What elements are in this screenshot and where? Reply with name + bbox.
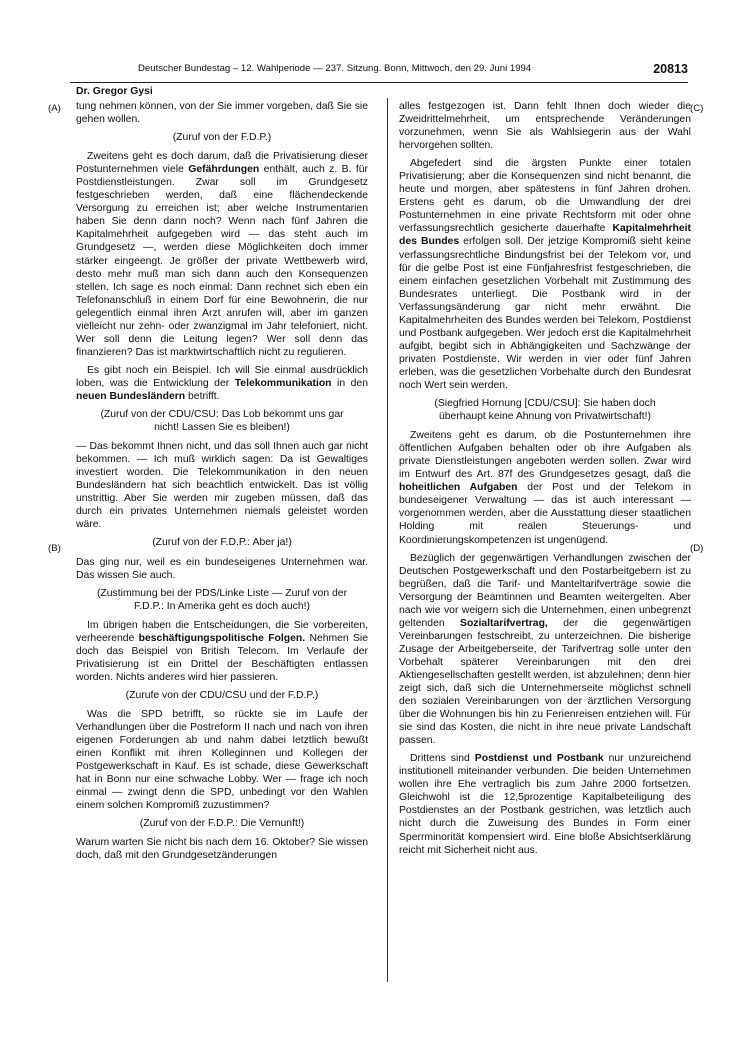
paragraph: tung nehmen können, von der Sie immer vorgeben, daß Sie sie gehen wollen.	[76, 101, 368, 126]
paragraph: Zweitens geht es darum, ob die Postunternehmen ihre öffentlichen Aufgaben behalten oder ob ihre Aufgaben als private Dienstleistungen angeboten werden sollen. Zwar wird im Entwurf des Art. 87f des Grundgesetzes gesagt, daß die hoheitlichen Aufgaben der Post und der Telekom in bundeseigener Verwaltung — das ist auch interessant — vorgenommen werden, aber die Ausstattung dieser staatlichen Holding mit realen Steuerungs- und Koordinierungskompetenzen ist ungenügend.	[399, 430, 691, 546]
paragraph: Es gibt noch ein Beispiel. Ich will Sie einmal ausdrücklich loben, was die Entwicklung der Telekommunikation in den neuen Bundesländern betrifft.	[76, 364, 368, 402]
column-divider	[387, 98, 388, 982]
margin-mark-b: (B)	[48, 543, 61, 554]
paragraph: Bezüglich der gegenwärtigen Verhandlungen zwischen der Deutschen Postgewerkschaft und den Postarbeitgebern ist zu begrüßen, daß die Tarif- und Manteltarifverträge sowie die Versorgung der Beamtinnen und Beamten weitergelten. Aber nach wie vor weigern sich die Unternehmen, einen unbegrenzt geltenden Sozialtarifvertrag, der die gegenwärtigen Vereinbarungen festschreibt, zu unterzeichnen. Die bisherige Zusage der Arbeitgeberseite, der Tarifvertrag solle unter den Vorbehalt späterer Vereinbarungen mit den drei Aktiengesellschaften gestellt werden, ist abzulehnen; denn hier zeigt sich, daß sich die Unternehmerseite möglichst schnell den sozialen Vereinbarungen von der ärztlichen Versorgung über die Wohnungen bis hin zu Ferienreisen entziehen will. Für sie sind das Kosten, die nicht in ihre neue private Landschaft passen.	[399, 552, 691, 747]
left-column	[76, 100, 368, 867]
paragraph: Im übrigen haben die Entscheidungen, die Sie vorbereiten, verheerende beschäftigungspolitische Folgen. Nehmen Sie doch das Beispiel von British Telecom. Im Verlaufe der Privatisierung ist ein Drittel der Beschäftigten entlassen worden. Nichts anderes wird hier passieren.	[76, 619, 369, 683]
speaker-name: Dr. Gregor Gysi	[76, 86, 153, 97]
interjection: (Zurufe von der CDU/CSU und der F.D.P.)	[125, 689, 319, 701]
paragraph: Was die SPD betrifft, so rückte sie im Laufe der Verhandlungen über die Postreform II nach und nach von ihren eigenen Forderungen ab und nahm dabei letztlich bewußt einen Konflikt mit ihren Kolleginnen und Kollegen der Postgewerkschaft in Kauf. Es ist schade, diese Gewerkschaft hat in Bonn nur eine schwache Lobby. Wer — frage ich noch einmal — zwingt denn die SPD, unbedingt vor den Wahlen einem solchen Kompromiß zuzustimmen?	[76, 708, 368, 812]
running-title: Deutscher Bundestag – 12. Wahlperiode — 237. Sitzung. Bonn, Mittwoch, den 29. Juni 1994	[138, 63, 532, 74]
paragraph: Das ging nur, weil es ein bundeseigenes Unternehmen war. Das wissen Sie auch.	[76, 556, 368, 581]
paragraph: Abgefedert sind die ärgsten Punkte einer totalen Privatisierung; aber die Konsequenzen sind nicht benannt, die heute und morgen, aber spätestens in fünf Jahren drohen. Erstens geht es darum, ob die Umwandlung der drei Postunternehmen in eine private Rechtsform mit oder ohne verfassungsrechtlich gesicherte dauerhafte Kapitalmehrheit des Bundes erfolgen soll. Der jetzige Kompromiß sieht keine verfassungsrechtliche Bindungsfrist bei der Telekom vor, und für die gelbe Post ist eine Fünfjahresfrist festgeschrieben, die einem einfachen gesetzlichen Vorbehalt mit Zustimmung des Bundesrates unterliegt. Die Postbank wird in der Verfassungsänderung gar nicht mehr erwähnt. Die Kapitalmehrheiten des Bundes werden bei Telekom, Postdienst und Postbank aufgegeben. Wer jedoch erst die Kapitalmehrheit aufgibt, begibt sich in Abhängigkeiten und Sachzwänge der privaten Postdienste. Wir werden in vier oder fünf Jahren erleben, was die gesetzlichen Vorbehalte durch den Bundesrat noch Wert sein werden.	[399, 158, 691, 391]
margin-mark-d: (D)	[690, 543, 704, 554]
paragraph: — Das bekommt Ihnen nicht, und das soll Ihnen auch gar nicht bekommen. — Ich muß wirklich sagen: Da ist Gewaltiges investiert worden. Die Telekommunikation in den neuen Bundesländern hat sich beachtlich entwickelt. Das ist völlig unstrittig. Aber Sie werden mir zugeben müssen, daß das durch ein privates Unternehmen niemals geleistet worden wäre.	[76, 441, 368, 531]
interjection: (Zuruf von der CDU/CSU: Das Lob bekommt uns gar nicht! Lassen Sie es bleiben!)	[100, 409, 344, 434]
paragraph: alles festgezogen ist. Dann fehlt Ihnen doch wieder die Zweidrittelmehrheit, um entsprechende Veränderungen vorzunehmen, wenn Sie als Wahlsiegerin aus der Wahl hervorgehen sollten.	[399, 101, 691, 152]
interjection: (Siegfried Hornung [CDU/CSU]: Sie haben doch überhaupt keine Ahnung von Privatwirtschaft!)	[434, 398, 656, 423]
paragraph: Zweitens geht es doch darum, daß die Privatisierung dieser Postunternehmen viele Gefährdungen enthält, auch z. B. für Postdienstleistungen. Zwar soll im Grundgesetz festgeschrieben werden, daß eine flächendeckende Versorgung zu erreichen ist; aber welche Instrumentarien haben Sie denn dann noch? Wenn nach fünf Jahren die Kapitalmehrheit aufgegeben wird — das steht auch im Grundgesetz —, werden diese Möglichkeiten doch immer stärker eingeengt. Je größer der private Wettbewerb wird, desto mehr muß man sich dann auch den Konsequenzen stellen. Ich sage es noch einmal: Dann rechnet sich eben ein Telefonanschluß in einem Dorf für eine Bewohnerin, die nur gelegentlich einmal ihren Arzt anrufen will, aber im ganzen vielleicht nur zehn- oder zwanzigmal im Jahr telefoniert, nicht. Wer soll denn die Leitung legen? Wer soll denn das finanzieren? Das ist marktwirtschaftlich nicht zu regulieren.	[76, 151, 369, 358]
interjection: (Zuruf von der F.D.P.: Die Vernunft!)	[139, 818, 305, 830]
interjection: (Zustimmung bei der PDS/Linke Liste — Zuruf von der F.D.P.: In Amerika geht es doch auch!)	[96, 587, 348, 612]
interjection: (Zuruf von der F.D.P.)	[172, 132, 272, 144]
paragraph: Warum warten Sie nicht bis nach dem 16. Oktober? Sie wissen doch, daß mit den Grundgesetzänderungen	[76, 837, 368, 862]
paragraph: Drittens sind Postdienst und Postbank nur unzureichend institutionell miteinander verbunden. Die beiden Unternehmen wollen ihre Ehe vertraglich bis zum Jahre 2000 fortsetzen. Gleichwohl ist die 12,5prozentige Kapitalbeteiligung des Postdienstes an der Postbank gestrichen, was letztlich auch nicht durch die Zuweisung des Bundes in Form einer Sperrminorität kompensiert wird. Eine bloße Absichtserklärung reicht mit Sicherheit nicht aus.	[399, 753, 691, 856]
right-column	[399, 100, 691, 862]
margin-mark-c: (C)	[690, 103, 704, 114]
page-number: 20813	[653, 62, 688, 76]
header-rule	[70, 82, 688, 83]
margin-mark-a: (A)	[48, 103, 61, 114]
interjection: (Zuruf von der F.D.P.: Aber ja!)	[152, 537, 292, 549]
running-header	[70, 60, 688, 78]
